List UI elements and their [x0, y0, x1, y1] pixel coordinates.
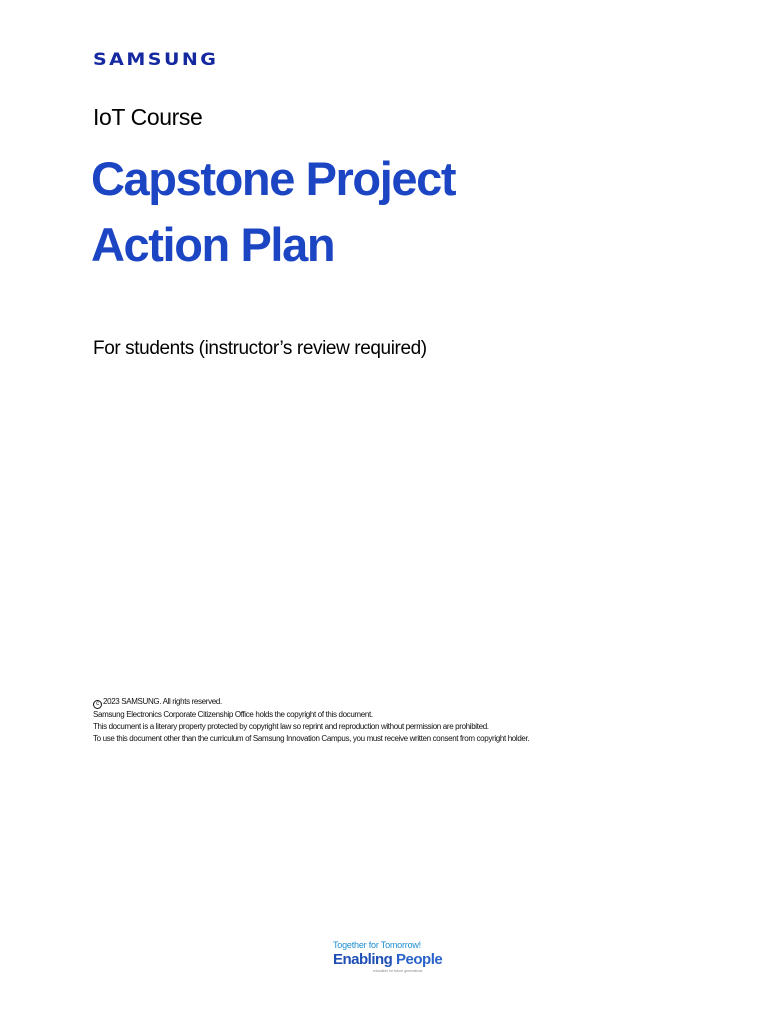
copyright-line-1 — [93, 696, 529, 709]
slogan-main — [333, 951, 453, 968]
copyright-line-3: This document is a literary property protected by copyright law so reprint and reproduction without permission are prohibited. — [93, 721, 489, 731]
course-name: IoT Course — [93, 104, 203, 130]
title-line-1: Capstone Project — [91, 152, 456, 205]
slogan-tagline: education for future generations — [373, 969, 423, 973]
copyright-line-2: Samsung Electronics Corporate Citizenship Office holds the copyright of this document. — [93, 710, 373, 719]
slogan-word-people: People — [396, 951, 443, 968]
audience-subtitle: For students (instructor’s review required) — [93, 338, 427, 359]
slogan-word-enabling: Enabling — [333, 951, 393, 968]
copyright-notice — [93, 696, 529, 744]
enabling-people-logo — [333, 940, 453, 974]
copyright-text: 2023 SAMSUNG. All rights reserved. — [103, 697, 222, 706]
slogan-top: Together for Tomorrow! — [333, 940, 421, 950]
copyright-line-4: To use this document other than the curriculum of Samsung Innovation Campus, you must receive written consent from copyright holder. — [93, 733, 530, 743]
title-line-2: Action Plan — [91, 218, 335, 271]
samsung-logo: SAMSUNG — [93, 50, 219, 70]
document-title — [91, 146, 455, 278]
copyright-icon: c — [93, 700, 102, 709]
